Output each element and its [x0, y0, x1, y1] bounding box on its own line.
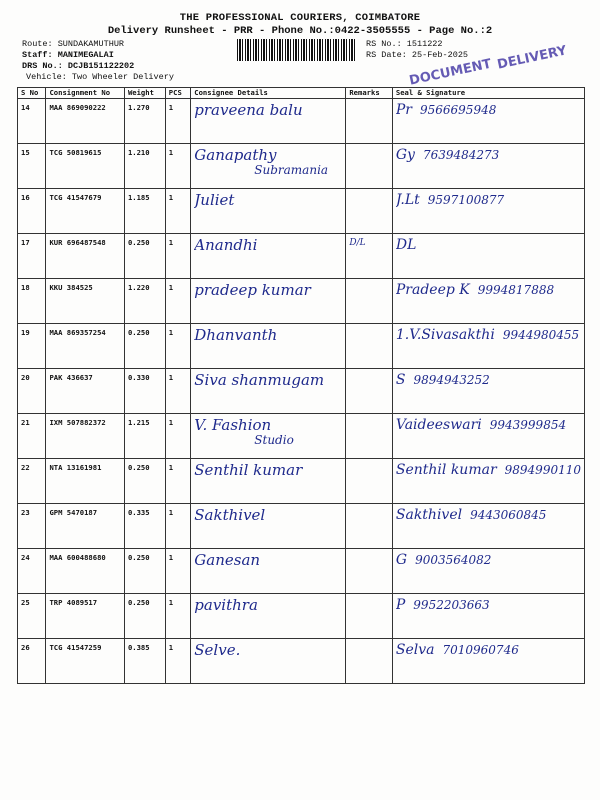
pcs-cell: 1 — [165, 279, 190, 324]
consignee-name: Dhanvanth — [194, 328, 278, 343]
consignee-cell — [191, 324, 346, 369]
consignee-name: Anandhi — [194, 238, 258, 253]
consignee-cell — [191, 459, 346, 504]
company-title: THE PROFESSIONAL COURIERS, COIMBATORE — [179, 12, 421, 24]
phone-number: 7010960746 — [442, 643, 519, 657]
phone-number: 7639484273 — [422, 148, 500, 162]
consignee-cell — [191, 279, 346, 324]
consignee-name: Siva shanmugam — [194, 373, 325, 388]
phone-number: 9566695948 — [420, 103, 497, 117]
phone-number: 9894943252 — [413, 373, 490, 387]
consignee-cell — [191, 414, 346, 459]
table-row — [18, 324, 585, 369]
sno-cell: 15 — [18, 144, 46, 189]
pcs-cell: 1 — [165, 639, 190, 684]
consignee-cell — [191, 189, 346, 234]
remarks-cell: D/L — [346, 234, 393, 279]
signature: S 9894943252 — [395, 373, 490, 388]
staff-line: Staff: MANIMEGALAI — [22, 50, 114, 60]
consignment-cell: MAA 600488680 — [46, 549, 124, 594]
consignment-cell: GPM 5470187 — [46, 504, 124, 549]
consignee-cell — [191, 504, 346, 549]
pcs-cell: 1 — [165, 234, 190, 279]
weight-cell: 0.385 — [124, 639, 165, 684]
weight-cell: 1.220 — [124, 279, 165, 324]
pcs-cell: 1 — [165, 189, 190, 234]
runsheet-subtitle: Delivery Runsheet - PRR - Phone No.:0422-3505555 - Page No.:2 — [107, 25, 493, 37]
weight-cell: 0.250 — [124, 324, 165, 369]
route-text: Route: SUNDAKAMUTHUR — [22, 39, 125, 49]
signature: DL — [396, 238, 581, 253]
consignment-cell: TCG 41547259 — [46, 639, 124, 684]
signature-cell — [392, 594, 584, 639]
table-row — [18, 279, 585, 324]
signature-cell — [392, 414, 584, 459]
pcs-cell: 1 — [165, 459, 190, 504]
remarks-cell — [346, 279, 393, 324]
consignee-name: Ganesan — [194, 553, 261, 568]
weight-cell: 1.215 — [124, 414, 165, 459]
signature: Selva 7010960746 — [395, 643, 519, 658]
document-stamp: DOCUMENT — [408, 56, 493, 89]
table-row — [18, 504, 585, 549]
consignee-cell — [191, 369, 346, 414]
signature: G 9003564082 — [395, 553, 492, 568]
weight-cell: 1.210 — [124, 144, 165, 189]
signature: Pradeep K 9994817888 — [395, 283, 555, 298]
signature: Pr 9566695948 — [395, 103, 497, 118]
column-header: Consignee Details — [191, 88, 346, 99]
consignee-name: Selve. — [194, 643, 241, 658]
column-header: PCS — [165, 88, 190, 99]
table-row — [18, 639, 585, 684]
signature: P 9952203663 — [395, 598, 490, 613]
signature: J.Lt 9597100877 — [395, 193, 505, 208]
weight-cell: 0.250 — [124, 234, 165, 279]
consignment-cell: TCG 50819615 — [46, 144, 124, 189]
sno-cell: 22 — [18, 459, 46, 504]
signature-cell — [392, 549, 584, 594]
weight-cell: 1.270 — [124, 99, 165, 144]
signature-cell — [392, 144, 584, 189]
signature-cell — [392, 279, 584, 324]
pcs-cell: 1 — [165, 369, 190, 414]
phone-number: 9994817888 — [477, 283, 555, 297]
consignment-cell: NTA 13161981 — [46, 459, 124, 504]
signature: Gy 7639484273 — [395, 148, 500, 163]
signature-cell — [392, 189, 584, 234]
table-header-row — [18, 88, 585, 99]
consignee-cell — [191, 144, 346, 189]
table-row — [18, 594, 585, 639]
rs-date: RS Date: 25-Feb-2025 — [366, 50, 469, 60]
consignment-cell: KUR 696487548 — [46, 234, 124, 279]
remarks-cell — [346, 369, 393, 414]
consignee-cell — [191, 639, 346, 684]
consignee-cell — [191, 234, 346, 279]
consignee-name: pavithra — [194, 598, 258, 613]
sno-cell: 14 — [18, 99, 46, 144]
remarks-cell — [346, 189, 393, 234]
table-body — [18, 99, 585, 684]
pcs-cell: 1 — [165, 144, 190, 189]
sno-cell: 17 — [18, 234, 46, 279]
weight-cell: 0.250 — [124, 459, 165, 504]
signature-cell — [392, 234, 584, 279]
weight-cell: 1.185 — [124, 189, 165, 234]
remarks-cell — [346, 99, 393, 144]
phone-number — [416, 238, 424, 252]
sno-cell: 18 — [18, 279, 46, 324]
remarks-cell — [346, 549, 393, 594]
phone-number: 9944980455 — [502, 328, 580, 342]
remarks-cell — [346, 504, 393, 549]
remarks-cell — [346, 414, 393, 459]
sno-cell: 20 — [18, 369, 46, 414]
remarks-cell — [346, 594, 393, 639]
vehicle-text: Vehicle: Two Wheeler Delivery — [26, 72, 174, 82]
signature: Senthil kumar 9894990110 — [395, 463, 581, 478]
consignment-cell: MAA 869090222 — [46, 99, 124, 144]
pcs-cell: 1 — [165, 414, 190, 459]
signature-cell — [392, 504, 584, 549]
signature-cell — [392, 99, 584, 144]
pcs-cell: 1 — [165, 324, 190, 369]
consignment-cell: TRP 4089517 — [46, 594, 124, 639]
consignee-name: pradeep kumar — [194, 283, 311, 298]
weight-cell: 0.335 — [124, 504, 165, 549]
weight-cell: 0.330 — [124, 369, 165, 414]
column-header: Weight — [124, 88, 165, 99]
consignment-cell: PAK 436637 — [46, 369, 124, 414]
remarks-cell — [346, 144, 393, 189]
consignee-name: Senthil kumar — [194, 463, 303, 478]
weight-cell: 0.250 — [124, 549, 165, 594]
remarks-cell — [346, 324, 393, 369]
consignee-name: Juliet — [194, 193, 235, 208]
table-row — [18, 99, 585, 144]
table-row — [18, 144, 585, 189]
pcs-cell: 1 — [165, 504, 190, 549]
phone-number: 9952203663 — [413, 598, 490, 612]
drs-line: DRS No.: DCJB151122202 — [22, 61, 135, 71]
pcs-cell: 1 — [165, 594, 190, 639]
remarks-cell — [346, 639, 393, 684]
phone-number: 9894990110 — [504, 463, 581, 477]
signature-cell — [392, 369, 584, 414]
consignee-name: praveena balu — [194, 103, 303, 118]
signature-cell — [392, 324, 584, 369]
sno-cell: 25 — [18, 594, 46, 639]
phone-number: 9943999854 — [489, 418, 567, 432]
consignee-name: Ganapathy Subramania — [194, 148, 329, 177]
meta-right — [366, 39, 468, 61]
signature: Sakthivel 9443060845 — [395, 508, 547, 523]
phone-number: 9443060845 — [470, 508, 547, 522]
phone-number: 9597100877 — [427, 193, 505, 207]
consignee-name: V. Fashion Studio — [194, 418, 294, 447]
consignee-name: Sakthivel — [194, 508, 266, 523]
weight-cell: 0.250 — [124, 594, 165, 639]
phone-number: 9003564082 — [415, 553, 492, 567]
pcs-cell: 1 — [165, 99, 190, 144]
table-row — [18, 459, 585, 504]
sno-cell: 26 — [18, 639, 46, 684]
consignee-cell — [191, 549, 346, 594]
sno-cell: 19 — [18, 324, 46, 369]
rs-no: RS No.: 1511222 — [366, 39, 443, 49]
signature: Vaideeswari 9943999854 — [395, 418, 567, 433]
table-row — [18, 414, 585, 459]
consignment-cell: TCG 41547679 — [46, 189, 124, 234]
sno-cell: 16 — [18, 189, 46, 234]
barcode — [237, 39, 357, 61]
column-header: Remarks — [346, 88, 393, 99]
column-header: S No — [18, 88, 46, 99]
signature-cell — [392, 459, 584, 504]
consignment-cell: KKU 384525 — [46, 279, 124, 324]
signature: 1.V.Sivasakthi 9944980455 — [395, 328, 580, 343]
consignment-cell: IXM 507882372 — [46, 414, 124, 459]
delivery-stamp: DELIVERY — [496, 43, 569, 73]
column-header: Consignment No — [46, 88, 124, 99]
meta-left — [22, 39, 174, 83]
runsheet-table — [17, 87, 585, 684]
sno-cell: 21 — [18, 414, 46, 459]
remarks-cell — [346, 459, 393, 504]
consignee-cell — [191, 594, 346, 639]
sno-cell: 23 — [18, 504, 46, 549]
consignment-cell: MAA 869357254 — [46, 324, 124, 369]
table-row — [18, 234, 585, 279]
table-row — [18, 369, 585, 414]
table-row — [18, 549, 585, 594]
sno-cell: 24 — [18, 549, 46, 594]
table-row — [18, 189, 585, 234]
pcs-cell: 1 — [165, 549, 190, 594]
column-header: Seal & Signature — [392, 88, 584, 99]
signature-cell — [392, 639, 584, 684]
consignee-cell — [191, 99, 346, 144]
